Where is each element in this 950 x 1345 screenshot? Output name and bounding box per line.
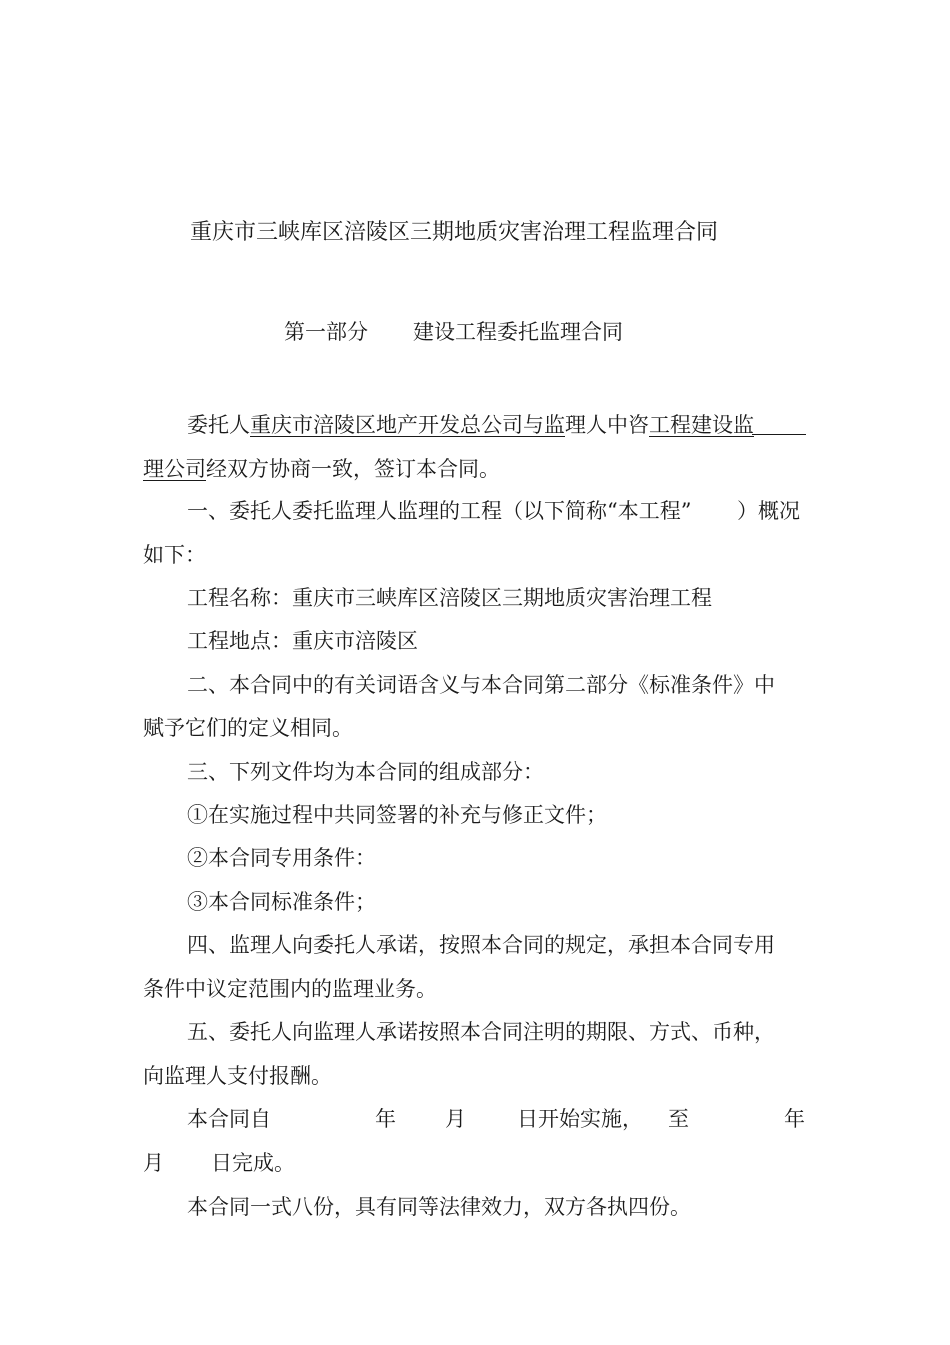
start-month-label: 月 — [445, 1107, 466, 1131]
client-label: 委托人 — [187, 413, 250, 437]
item-1-text: 一、委托人委托监理人监理的工程（以下简称“本工程” — [187, 499, 692, 523]
item-1-close: ）概况 — [737, 499, 800, 523]
list-item: ②本合同专用条件： — [187, 846, 376, 870]
end-year-label: 年 — [784, 1107, 805, 1131]
period-start-label: 本合同自 — [187, 1107, 271, 1131]
supervisor-name-part2: 理公司 — [143, 457, 206, 481]
parties-text — [187, 411, 754, 439]
supervisor-name-part1: 工程建设监 — [649, 413, 754, 437]
period-to-label: 至 — [668, 1107, 689, 1131]
fill-line — [752, 434, 806, 435]
item-4-cont: 条件中议定范围内的监理业务。 — [143, 977, 437, 1001]
end-month-label: 月 — [143, 1151, 164, 1175]
start-day-label: 日开始实施， — [517, 1107, 643, 1131]
item-1-cont: 如下： — [143, 543, 206, 567]
list-item: ①在实施过程中共同签署的补充与修正文件； — [187, 803, 607, 827]
item-2-cont: 赋予它们的定义相同。 — [143, 716, 353, 740]
project-name: 工程名称：重庆市三峡库区涪陵区三期地质灾害治理工程 — [187, 586, 712, 610]
part-label: 第一部分 — [284, 320, 368, 344]
project-site: 工程地点：重庆市涪陵区 — [187, 629, 418, 653]
start-year-label: 年 — [375, 1107, 396, 1131]
item-5-cont: 向监理人支付报酬。 — [143, 1064, 332, 1088]
item-4-text: 四、监理人向委托人承诺，按照本合同的规定，承担本合同专用 — [187, 933, 775, 957]
end-day-label: 日完成。 — [211, 1151, 295, 1175]
copies-text: 本合同一式八份，具有同等法律效力，双方各执四份。 — [187, 1195, 691, 1219]
part-title: 建设工程委托监理合同 — [413, 320, 623, 344]
list-item: ③本合同标准条件； — [187, 890, 376, 914]
client-name: 重庆市涪陵区地产开发总公司与监 — [250, 413, 565, 437]
agreement-text: 经双方协商一致，签订本合同。 — [206, 457, 500, 481]
title-text: 重庆市三峡库区涪陵区三期地质灾害治理工程监理合同 — [190, 220, 719, 245]
item-3-text: 三、下列文件均为本合同的组成部分： — [187, 760, 544, 784]
supervisor-label: 理人中咨 — [565, 413, 649, 437]
item-2-text: 二、本合同中的有关词语含义与本合同第二部分《标准条件》中 — [187, 673, 775, 697]
item-5-text: 五、委托人向监理人承诺按照本合同注明的期限、方式、币种， — [187, 1020, 775, 1044]
